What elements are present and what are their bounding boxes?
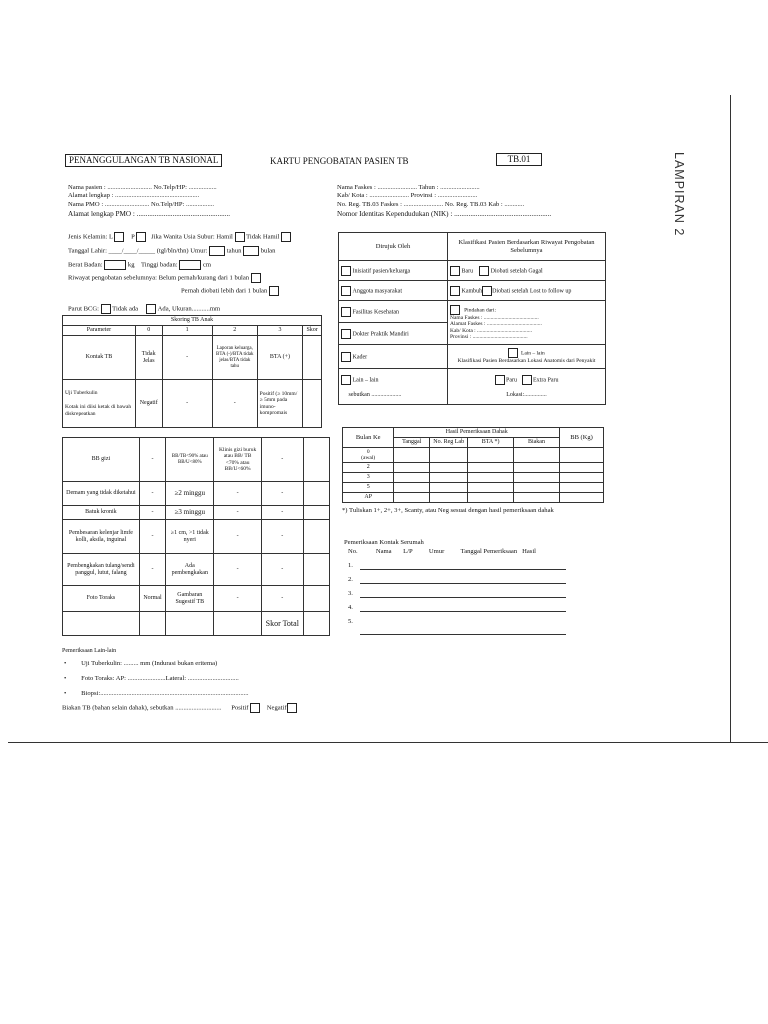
table-cell[interactable]	[513, 483, 559, 493]
table-cell[interactable]	[394, 448, 430, 463]
sputum-subheader: Tanggal	[394, 438, 430, 448]
referral-header: Dirujuk Oleh	[339, 233, 448, 261]
table-cell: -	[261, 520, 303, 554]
table-cell: Tidak Jelas	[135, 336, 162, 380]
history-more-checkbox[interactable]	[269, 286, 279, 296]
table-cell: ≥1 cm, >1 tidak nyeri	[166, 520, 214, 554]
sputum-subheader: No. Reg Lab	[430, 438, 468, 448]
contact-line[interactable]	[360, 569, 566, 570]
score-cell[interactable]	[303, 520, 329, 554]
table-cell: -	[214, 520, 261, 554]
table-cell: -	[261, 506, 303, 520]
bcg-none-checkbox[interactable]	[101, 304, 111, 314]
card-title: KARTU PENGOBATAN PASIEN TB	[270, 156, 409, 166]
page-right-rule	[730, 95, 731, 742]
referrer-other[interactable]: Lain – lain sebutkan ....................	[339, 369, 448, 405]
table-cell: -	[214, 554, 261, 586]
height-box[interactable]	[179, 260, 201, 270]
table-cell: -	[261, 438, 303, 482]
faskes-line: Nama Faskes : ........................ Tahun : ........................	[337, 184, 480, 191]
table-cell: -	[139, 506, 165, 520]
referrer-self[interactable]: Inisiatif pasien/keluarga	[339, 261, 448, 281]
total-score-label: Skor Total	[261, 612, 303, 636]
scoring-table-2	[62, 437, 330, 636]
biakan-row: Biakan TB (bahan selain dahak), sebutkan ............................ Positif Negatif	[62, 703, 297, 713]
gender-row: Jenis Kelamin: L P Jika Wanita Usia Subur: Hamil Tidak Hamil	[68, 232, 291, 242]
weight-box[interactable]	[104, 260, 126, 270]
table-cell: -	[214, 586, 261, 612]
program-title: PENANGGULANGAN TB NASIONAL	[65, 154, 222, 167]
table-cell[interactable]	[513, 473, 559, 483]
table-cell: Positif (≥ 10mm/ ≥ 5mm pada imuno-kompromais	[257, 380, 303, 428]
referral-table	[338, 232, 606, 405]
table-cell: Pembengkakan tulang/sendi panggul, lutut, falang	[63, 554, 140, 586]
table-cell: -	[139, 520, 165, 554]
classification-transfer[interactable]: Pindahan dari: Nama Faskes : ........................................ Alamat Faskes : ........................................ Kab/ Kota : ........................................ Provinsi : ........................................	[448, 301, 606, 345]
table-cell: Klinis gizi buruk atau BB/ TB <70% atau BB/U<60%	[214, 438, 261, 482]
table-cell: Kontak TB	[63, 336, 136, 380]
sputum-group-header: Hasil Pemeriksaan Dahak	[394, 428, 560, 438]
scoring-header: 2	[212, 326, 257, 336]
scoring-title: Skoring TB Anak	[63, 316, 322, 326]
contact-line[interactable]	[360, 634, 566, 635]
table-cell[interactable]	[430, 493, 468, 503]
sputum-footnote: *) Tuliskan 1+, 2+, 3+, Scanty, atau Neg sesuai dengan hasil pemeriksaan dahak	[342, 507, 554, 514]
contact-line[interactable]	[360, 583, 566, 584]
age-years-box[interactable]	[209, 246, 225, 256]
contact-exam-headers: No. Nama L/P Umur Tanggal Pemeriksaan Hasil	[348, 548, 536, 555]
table-cell: Gambaran Sugestif TB	[166, 586, 214, 612]
history-row: Riwayat pengobatan sebelumnya: Belum pernah/kurang dari 1 bulan	[68, 273, 261, 283]
referrer-community[interactable]: Anggota masyarakat	[339, 281, 448, 301]
table-cell: -	[139, 554, 165, 586]
referrer-doctor[interactable]: Dokter Praktik Mandiri	[339, 323, 448, 345]
table-cell[interactable]	[468, 493, 514, 503]
pmo-name-line: Nama PMO : ........................... No.Telp/HP: .................	[68, 201, 215, 208]
table-cell: Negatif	[135, 380, 162, 428]
table-cell: -	[139, 482, 165, 506]
table-cell: -	[261, 554, 303, 586]
sputum-month: 2	[343, 463, 394, 473]
table-cell: Normal	[139, 586, 165, 612]
score-cell[interactable]	[303, 482, 329, 506]
table-cell: Pembesaran kelenjar limfe kolli, aksila, inguinal	[63, 520, 140, 554]
table-cell: ≥2 minggu	[166, 482, 214, 506]
table-cell[interactable]	[394, 493, 430, 503]
score-cell[interactable]	[303, 506, 329, 520]
table-cell: ≥3 minggu	[166, 506, 214, 520]
table-cell[interactable]	[430, 473, 468, 483]
table-cell[interactable]	[560, 448, 604, 463]
table-cell[interactable]	[430, 463, 468, 473]
table-cell: Batuk kronik	[63, 506, 140, 520]
table-cell: -	[261, 586, 303, 612]
score-cell[interactable]	[303, 380, 322, 428]
contact-line[interactable]	[360, 611, 566, 612]
sputum-month: 0 (awal)	[343, 448, 394, 463]
table-cell[interactable]	[394, 483, 430, 493]
side-label: LAMPIRAN 2	[672, 152, 686, 237]
contact-row: 5.	[348, 618, 353, 625]
table-cell[interactable]	[430, 483, 468, 493]
history-more-row: Pernah diobati lebih dari 1 bulan	[181, 286, 279, 296]
sputum-bb-header: BB (Kg)	[560, 428, 604, 448]
score-cell[interactable]	[303, 554, 329, 586]
sputum-month-header: Bulan Ke	[343, 428, 394, 448]
bcg-yes-checkbox[interactable]	[146, 304, 156, 314]
form-code: TB.01	[496, 153, 542, 166]
contact-exam-title: Pemeriksaan Kontak Serumah	[344, 539, 424, 546]
referrer-facility[interactable]: Fasilitas Kesehatan	[339, 301, 448, 323]
gender-p-checkbox[interactable]	[136, 232, 146, 242]
body-measure-row: Berat Badan: kg Tinggi badan: cm	[68, 261, 211, 269]
table-cell	[166, 612, 214, 636]
scoring-header: 3	[257, 326, 303, 336]
reg-line: No. Reg. TB.03 Faskes : ........................ No. Reg. TB.03 Kab : ............	[337, 201, 525, 208]
not-pregnant-checkbox[interactable]	[281, 232, 291, 242]
table-cell: -	[162, 336, 212, 380]
classification-location[interactable]: Paru Extra Paru Lokasi:...............	[448, 369, 606, 405]
table-cell[interactable]	[513, 463, 559, 473]
table-cell: Ada pembengkakan	[166, 554, 214, 586]
sputum-subheader: BTA *)	[468, 438, 514, 448]
table-cell[interactable]	[468, 473, 514, 483]
positive-checkbox[interactable]	[250, 703, 260, 713]
other-exam-title: Pemeriksaan Lain-lain	[62, 648, 117, 654]
contact-row: 4.	[348, 604, 353, 611]
table-cell: BTA (+)	[257, 336, 303, 380]
bcg-row: Parut BCG: Tidak ada Ada, Ukuran...........mm	[68, 305, 221, 313]
patient-name-line: Nama pasien : ........................... No.Telp/HP: .................	[68, 184, 217, 191]
history-never-checkbox[interactable]	[251, 273, 261, 283]
other-exam-item: • Uji Tuberkulin: ......... mm (Indurasi bukan eritema)	[64, 660, 218, 667]
other-exam-item: • Biopsi:..........................................................................................	[64, 690, 249, 697]
pmo-address-line: Alamat lengkap PMO : ....................................................	[68, 210, 231, 218]
table-cell: Laporan keluarga, BTA (-)/BTA tidak jelas/BTA tidak tahu	[212, 336, 257, 380]
age-months-box[interactable]	[243, 246, 259, 256]
table-cell: -	[214, 482, 261, 506]
table-cell[interactable]	[560, 463, 604, 473]
referrer-cadre[interactable]: Kader	[339, 345, 448, 369]
table-cell[interactable]	[430, 448, 468, 463]
table-cell: Uji Tuberkulin Kotak ini diisi ketak di bawah diskrepeatkan	[63, 380, 136, 428]
scoring-table	[62, 315, 322, 428]
dob-row: Tanggal Lahir: ____/____/_____ (tgl/bln/thn) Umur: tahun bulan	[68, 247, 276, 255]
classification-new-row[interactable]: Baru Diobati setelah Gagal	[448, 261, 606, 281]
table-cell[interactable]	[394, 463, 430, 473]
table-cell[interactable]	[560, 483, 604, 493]
scoring-header: 0	[135, 326, 162, 336]
other-exam-item: • Foto Toraks: AP: .......................Lateral: ...............................	[64, 675, 239, 682]
pregnant-checkbox[interactable]	[235, 232, 245, 242]
table-cell[interactable]	[468, 448, 514, 463]
sputum-table	[342, 427, 604, 503]
table-cell[interactable]	[468, 483, 514, 493]
table-cell: -	[162, 380, 212, 428]
sputum-month: 5	[343, 483, 394, 493]
table-cell[interactable]	[513, 493, 559, 503]
total-score-cell[interactable]	[303, 612, 329, 636]
table-cell	[63, 612, 140, 636]
table-cell: BB/TB<90% atau BB/U<80%	[166, 438, 214, 482]
sputum-month: 3	[343, 473, 394, 483]
contact-row: 1.	[348, 562, 353, 569]
classification-header: Klasifikasi Pasien Berdasarkan Riwayat Pengobatan Sebelumnya	[448, 233, 606, 261]
table-cell[interactable]	[513, 448, 559, 463]
table-cell: -	[139, 438, 165, 482]
gender-l-checkbox[interactable]	[114, 232, 124, 242]
table-cell: Demam yang tidak diketahui	[63, 482, 140, 506]
sputum-month: AP	[343, 493, 394, 503]
negative-checkbox[interactable]	[287, 703, 297, 713]
score-cell[interactable]	[303, 586, 329, 612]
nik-line: Nomor Identitas Kependudukan (NIK) : ......................................................	[337, 210, 552, 218]
table-cell: -	[261, 482, 303, 506]
table-cell: -	[212, 380, 257, 428]
table-cell: -	[214, 506, 261, 520]
score-cell[interactable]	[303, 336, 322, 380]
kab-line: Kab/ Kota : ........................ Provinsi : ........................	[337, 192, 478, 199]
contact-line[interactable]	[360, 597, 566, 598]
table-cell[interactable]	[468, 463, 514, 473]
classification-relapse-row[interactable]: Kambuh Diobati setelah Lost to follow up	[448, 281, 606, 301]
patient-address-line: Alamat lengkap : ...................................................	[68, 192, 200, 199]
table-cell[interactable]	[394, 473, 430, 483]
table-cell: Foto Toraks	[63, 586, 140, 612]
contact-row: 2.	[348, 576, 353, 583]
table-cell[interactable]	[560, 493, 604, 503]
scoring-header: 1	[162, 326, 212, 336]
scoring-header: Skor	[303, 326, 322, 336]
table-cell: BB gizi	[63, 438, 140, 482]
sputum-subheader: Biakan	[513, 438, 559, 448]
table-cell[interactable]	[560, 473, 604, 483]
classification-other-anatomic[interactable]: Lain – lain Klasifikasi Pasien Berdasarkan Lokasi Anatomis dari Penyakit	[448, 345, 606, 369]
table-cell	[214, 612, 261, 636]
page-bottom-rule	[8, 742, 768, 743]
score-cell[interactable]	[303, 438, 329, 482]
scoring-header: Parameter	[63, 326, 136, 336]
table-cell	[139, 612, 165, 636]
contact-row: 3.	[348, 590, 353, 597]
